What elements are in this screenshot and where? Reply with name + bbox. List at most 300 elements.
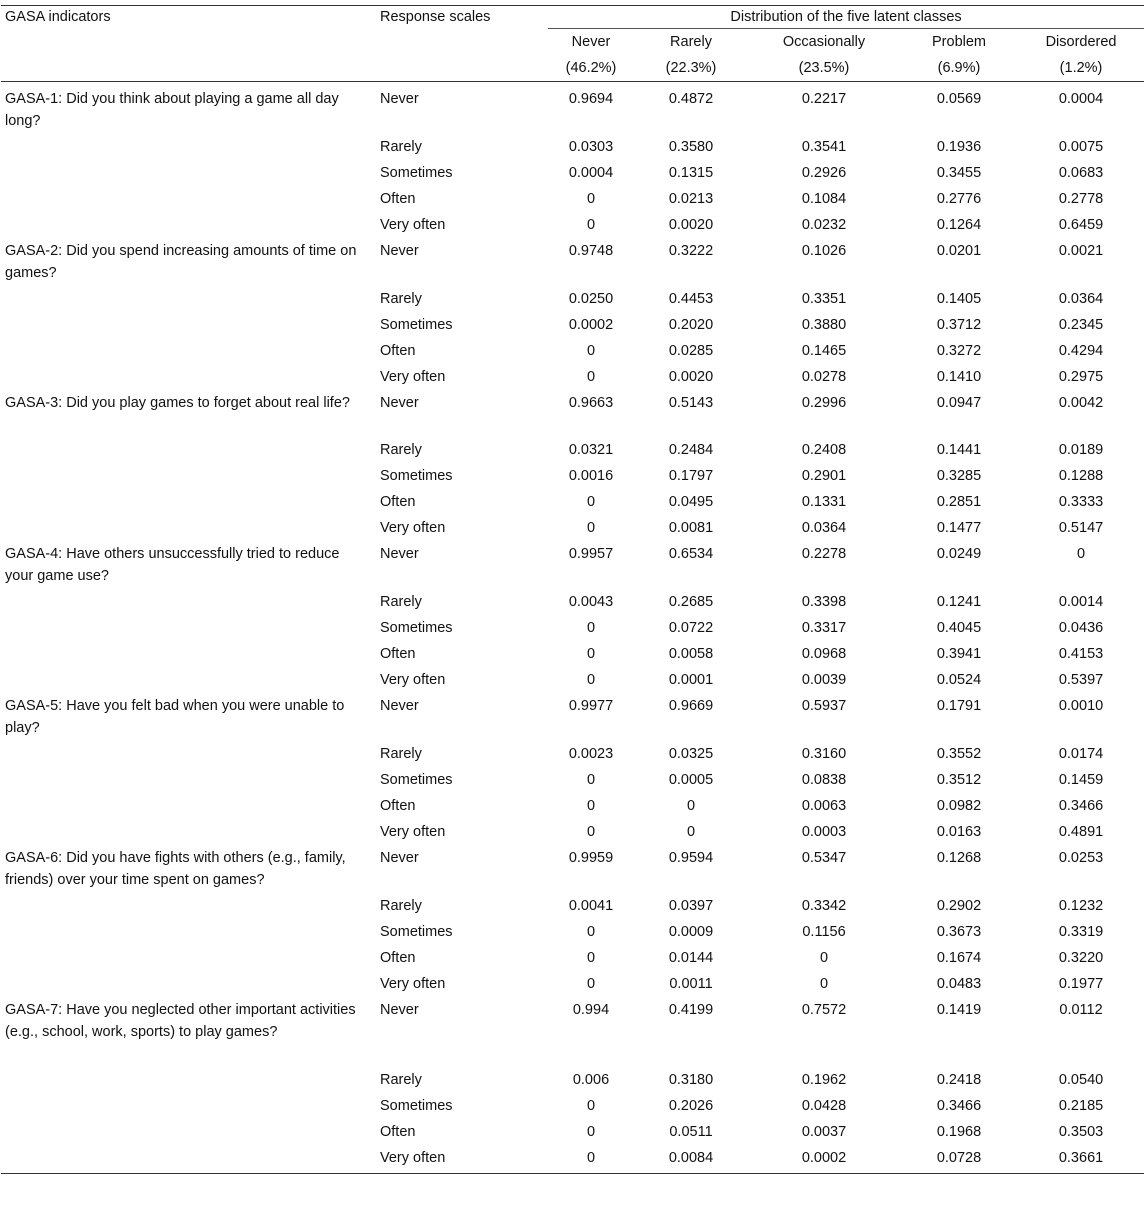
response-scale: Rarely [380, 746, 422, 762]
table-row [1, 817, 1144, 843]
probability-value: 0.2901 [801, 468, 847, 484]
probability-value: 0.0002 [748, 1143, 900, 1174]
probability-value: 0 [586, 620, 596, 636]
probability-value: 0.0428 [801, 1098, 847, 1114]
probability-value: 0.3398 [801, 594, 847, 610]
table-row [1, 513, 1144, 539]
probability-value: 0.0001 [668, 672, 714, 688]
probability-value: 0.1410 [936, 369, 982, 385]
probability-value: 0.0163 [936, 824, 982, 840]
probability-value: 0.0540 [1058, 1072, 1104, 1088]
probability-value: 0.0321 [568, 442, 614, 458]
probability-value: 0.2217 [801, 91, 847, 107]
probability-value: 0.1791 [936, 698, 982, 714]
probability-value: 0.2185 [1058, 1098, 1104, 1114]
table-row [1, 236, 1144, 284]
probability-value: 0.4153 [1058, 646, 1104, 662]
table-row [1, 82, 1144, 133]
indicator-empty-cell [1, 284, 376, 310]
probability-value: 0.3941 [936, 646, 982, 662]
probability-value: 0.0838 [801, 772, 847, 788]
probability-value: 0.3220 [1058, 950, 1104, 966]
probability-value: 0.0722 [668, 620, 714, 636]
header-response-scales: Response scales [376, 6, 548, 82]
probability-value: 0.5143 [668, 395, 714, 411]
probability-value: 0 [819, 950, 829, 966]
indicator-empty-cell [1, 969, 376, 995]
probability-value: 0.0014 [1058, 594, 1104, 610]
probability-value: 0.0009 [668, 924, 714, 940]
probability-value: 0.9748 [568, 243, 614, 259]
indicator-empty-cell [1, 184, 376, 210]
probability-value: 0.1968 [936, 1124, 982, 1140]
table-row [1, 791, 1144, 817]
probability-value: 0 [586, 369, 596, 385]
probability-value: 0.3222 [668, 243, 714, 259]
indicator-empty-cell [1, 817, 376, 843]
table-row [1, 388, 1144, 435]
table-row [1, 1065, 1144, 1091]
table-row [1, 843, 1144, 891]
probability-value: 0.2418 [936, 1072, 982, 1088]
probability-value: 0.0081 [668, 520, 714, 536]
probability-value: 0.3512 [936, 772, 982, 788]
class-name: Occasionally [782, 34, 866, 50]
probability-value: 0.1315 [668, 165, 714, 181]
indicator-empty-cell [1, 435, 376, 461]
probability-value: 0.9594 [668, 850, 714, 866]
probability-value: 0.7572 [801, 1002, 847, 1018]
probability-value: 0.0003 [801, 824, 847, 840]
response-scale: Often [380, 343, 416, 359]
probability-value: 0.1962 [801, 1072, 847, 1088]
probability-value: 0.0042 [1058, 395, 1104, 411]
probability-value: 0 [586, 976, 596, 992]
probability-value: 0.1797 [668, 468, 714, 484]
probability-value: 0.2778 [1058, 191, 1104, 207]
table-row [1, 362, 1144, 388]
indicator-empty-cell [1, 943, 376, 969]
probability-value: 0.0250 [568, 291, 614, 307]
probability-value: 0.0174 [1058, 746, 1104, 762]
probability-value: 0 [586, 824, 596, 840]
latent-class-table [1, 5, 1144, 1174]
probability-value: 0.0144 [668, 950, 714, 966]
probability-value: 0.1026 [801, 243, 847, 259]
probability-value: 0.2484 [668, 442, 714, 458]
indicator-empty-cell [1, 613, 376, 639]
probability-value: 0.0436 [1058, 620, 1104, 636]
probability-value: 0.1264 [936, 217, 982, 233]
probability-value: 0.4294 [1058, 343, 1104, 359]
table-row [1, 487, 1144, 513]
probability-value: 0.0201 [936, 243, 982, 259]
table-row [1, 891, 1144, 917]
probability-value: 0.3351 [801, 291, 847, 307]
probability-value: 0.2278 [801, 546, 847, 562]
probability-value: 0.0249 [936, 546, 982, 562]
probability-value: 0 [586, 494, 596, 510]
probability-value: 0.1977 [1058, 976, 1104, 992]
probability-value: 0.2926 [801, 165, 847, 181]
response-scale: Never [380, 91, 419, 107]
probability-value: 0.0011 [669, 976, 713, 992]
table-row [1, 158, 1144, 184]
response-scale: Very often [380, 824, 446, 840]
class-percentage: (6.9%) [937, 60, 981, 76]
class-percentage: (23.5%) [798, 60, 850, 76]
table-row [1, 691, 1144, 739]
table-row [1, 917, 1144, 943]
response-scale: Rarely [380, 139, 422, 155]
indicator-empty-cell [1, 739, 376, 765]
indicator-empty-cell [1, 310, 376, 336]
indicator-empty-cell [1, 362, 376, 388]
probability-value: 0.9663 [568, 395, 614, 411]
probability-value: 0.006 [572, 1072, 610, 1088]
probability-value: 0.9977 [568, 698, 614, 714]
class-header-problem [900, 29, 1018, 82]
table-row [1, 943, 1144, 969]
probability-value: 0.0982 [936, 798, 982, 814]
response-scale: Very often [380, 976, 446, 992]
response-scale: Never [380, 546, 419, 562]
probability-value: 0.0112 [1059, 1002, 1103, 1018]
probability-value: 0 [586, 343, 596, 359]
probability-value: 0.3503 [1058, 1124, 1104, 1140]
probability-value: 0.1232 [1058, 898, 1104, 914]
indicator-empty-cell [1, 513, 376, 539]
probability-value: 0 [686, 824, 696, 840]
probability-value: 0.0023 [568, 746, 614, 762]
probability-value: 0 [586, 950, 596, 966]
response-scale: Never [380, 1002, 419, 1018]
probability-value: 0.3541 [801, 139, 847, 155]
probability-value: 0.1674 [936, 950, 982, 966]
probability-value: 0.0039 [801, 672, 847, 688]
class-name: Never [571, 34, 611, 50]
probability-value: 0.3712 [936, 317, 982, 333]
table-row [1, 310, 1144, 336]
probability-value: 0.2408 [801, 442, 847, 458]
table-row [1, 284, 1144, 310]
probability-value: 0.2851 [936, 494, 982, 510]
probability-value: 0.0004 [1058, 91, 1104, 107]
indicator-label: GASA-4: Have others unsuccessfully tried to reduce your game use? [5, 546, 340, 584]
response-scale: Sometimes [380, 772, 453, 788]
probability-value: 0.1268 [936, 850, 982, 866]
table-row [1, 639, 1144, 665]
probability-value: 0.1936 [936, 139, 982, 155]
response-scale: Often [380, 646, 416, 662]
probability-value: 0.2020 [668, 317, 714, 333]
indicator-empty-cell [1, 891, 376, 917]
response-scale: Very often [380, 217, 446, 233]
probability-value: 0.1331 [801, 494, 847, 510]
header-distribution: Distribution of the five latent classes [548, 6, 1144, 29]
probability-value: 0.1419 [936, 1002, 982, 1018]
table-header [1, 6, 1144, 82]
probability-value: 0.994 [572, 1002, 610, 1018]
probability-value: 0.3342 [801, 898, 847, 914]
indicator-empty-cell [1, 639, 376, 665]
probability-value: 0.3552 [936, 746, 982, 762]
indicator-empty-cell [1, 1065, 376, 1091]
indicator-empty-cell [1, 917, 376, 943]
probability-value: 0 [586, 217, 596, 233]
class-name: Rarely [670, 34, 712, 50]
response-scale: Sometimes [380, 620, 453, 636]
response-scale: Sometimes [380, 924, 453, 940]
probability-value: 0.0364 [801, 520, 847, 536]
probability-value: 0.5347 [801, 850, 847, 866]
probability-value: 0.3673 [936, 924, 982, 940]
probability-value: 0.0397 [668, 898, 714, 914]
probability-value: 0 [586, 798, 596, 814]
response-scale: Very often [380, 369, 446, 385]
probability-value: 0.0303 [568, 139, 614, 155]
table-row [1, 765, 1144, 791]
table-row [1, 132, 1144, 158]
probability-value: 0.0004 [568, 165, 614, 181]
probability-value: 0.0947 [936, 395, 982, 411]
probability-value: 0.0037 [801, 1124, 847, 1140]
probability-value: 0.3180 [668, 1072, 714, 1088]
probability-value: 0.5937 [801, 698, 847, 714]
probability-value: 0.4453 [668, 291, 714, 307]
probability-value: 0.0511 [669, 1124, 713, 1140]
class-percentage: (1.2%) [1059, 60, 1103, 76]
class-header-disordered [1018, 29, 1144, 82]
probability-value: 0.0020 [668, 369, 714, 385]
probability-value: 0.0075 [1058, 139, 1104, 155]
probability-value: 0.0213 [668, 191, 714, 207]
probability-value: 0.3880 [801, 317, 847, 333]
probability-value: 0 [586, 1124, 596, 1140]
probability-value: 0.1441 [936, 442, 982, 458]
class-header-rarely [634, 29, 748, 82]
table-row [1, 995, 1144, 1065]
probability-value: 0.0189 [1058, 442, 1104, 458]
probability-value: 0.4891 [1058, 824, 1104, 840]
probability-value: 0.1477 [936, 520, 982, 536]
indicator-label: GASA-7: Have you neglected other important activities (e.g., school, work, sports) to play games? [5, 1002, 356, 1040]
probability-value: 0.1405 [936, 291, 982, 307]
probability-value: 0.9669 [668, 698, 714, 714]
probability-value: 0.0325 [668, 746, 714, 762]
probability-value: 0.0063 [801, 798, 847, 814]
probability-value: 0.2345 [1058, 317, 1104, 333]
probability-value: 0 [586, 191, 596, 207]
probability-value: 0.0364 [1058, 291, 1104, 307]
table-row [1, 184, 1144, 210]
header-indicators: GASA indicators [1, 6, 376, 82]
probability-value: 0.2902 [936, 898, 982, 914]
probability-value: 0.3466 [936, 1098, 982, 1114]
table-row [1, 461, 1144, 487]
probability-value: 0.1156 [802, 924, 846, 940]
indicator-empty-cell [1, 210, 376, 236]
probability-value: 0 [586, 646, 596, 662]
response-scale: Often [380, 494, 416, 510]
indicator-empty-cell [1, 336, 376, 362]
probability-value: 0.3580 [668, 139, 714, 155]
indicator-empty-cell [1, 1117, 376, 1143]
probability-value: 0.5397 [1058, 672, 1104, 688]
response-scale: Never [380, 850, 419, 866]
indicator-empty-cell [1, 461, 376, 487]
indicator-label: GASA-1: Did you think about playing a game all day long? [5, 91, 339, 129]
probability-value: 0.4045 [936, 620, 982, 636]
response-scale: Sometimes [380, 468, 453, 484]
indicator-label: GASA-6: Did you have fights with others (e.g., family, friends) over your time spent on games? [5, 850, 346, 888]
probability-value: 0.0043 [568, 594, 614, 610]
probability-value: 0.0285 [668, 343, 714, 359]
class-percentage: (46.2%) [565, 60, 617, 76]
indicator-empty-cell [1, 1091, 376, 1117]
probability-value: 0 [586, 924, 596, 940]
probability-value: 0.9694 [568, 91, 614, 107]
indicator-empty-cell [1, 587, 376, 613]
probability-value: 0 [586, 520, 596, 536]
class-percentage: (22.3%) [665, 60, 717, 76]
probability-value: 0 [586, 672, 596, 688]
probability-value: 0.6534 [668, 546, 714, 562]
class-name: Problem [932, 34, 986, 50]
indicator-empty-cell [1, 791, 376, 817]
table-row [1, 969, 1144, 995]
table-row [1, 1091, 1144, 1117]
probability-value: 0.9957 [568, 546, 614, 562]
class-header-occasionally [748, 29, 900, 82]
probability-value: 0.0021 [1058, 243, 1104, 259]
probability-value: 0.1288 [1058, 468, 1104, 484]
response-scale: Rarely [380, 442, 422, 458]
probability-value: 0.3160 [801, 746, 847, 762]
probability-value: 0.2026 [668, 1098, 714, 1114]
table-row [1, 336, 1144, 362]
response-scale: Often [380, 798, 416, 814]
table-row [1, 435, 1144, 461]
probability-value: 0.3285 [936, 468, 982, 484]
indicator-label: GASA-3: Did you play games to forget about real life? [5, 395, 350, 411]
table-row [1, 665, 1144, 691]
table-row [1, 613, 1144, 639]
probability-value: 0.0016 [568, 468, 614, 484]
probability-value: 0.1459 [1058, 772, 1104, 788]
probability-value: 0.0005 [668, 772, 714, 788]
response-scale: Very often [380, 672, 446, 688]
probability-value: 0.0524 [936, 672, 982, 688]
probability-value: 0 [1076, 546, 1086, 562]
probability-value: 0.3661 [1018, 1143, 1144, 1174]
probability-value: 0 [586, 1098, 596, 1114]
probability-value: 0.0084 [634, 1143, 748, 1174]
table-row [1, 587, 1144, 613]
probability-value: 0.0968 [801, 646, 847, 662]
indicator-empty-cell [1, 665, 376, 691]
probability-value: 0.9959 [568, 850, 614, 866]
table-row [1, 1143, 1144, 1174]
probability-value: 0.1465 [801, 343, 847, 359]
response-scale: Never [380, 698, 419, 714]
response-scale: Rarely [380, 898, 422, 914]
probability-value: 0.1241 [936, 594, 982, 610]
probability-value: 0.0002 [568, 317, 614, 333]
response-scale: Sometimes [380, 317, 453, 333]
probability-value: 0.3455 [936, 165, 982, 181]
probability-value: 0.4199 [668, 1002, 714, 1018]
probability-value: 0.0020 [668, 217, 714, 233]
response-scale: Never [380, 395, 419, 411]
response-scale: Very often [376, 1143, 548, 1174]
probability-value: 0.3333 [1058, 494, 1104, 510]
probability-value: 0.2776 [936, 191, 982, 207]
indicator-empty-cell [1, 132, 376, 158]
class-header-never [548, 29, 634, 82]
probability-value: 0.2685 [668, 594, 714, 610]
indicator-empty-cell [1, 765, 376, 791]
probability-value: 0.0728 [900, 1143, 1018, 1174]
probability-value: 0 [586, 772, 596, 788]
response-scale: Often [380, 191, 416, 207]
indicator-empty-cell [1, 158, 376, 184]
probability-value: 0.0232 [801, 217, 847, 233]
probability-value: 0.0483 [936, 976, 982, 992]
probability-value: 0.2996 [801, 395, 847, 411]
probability-value: 0.3272 [936, 343, 982, 359]
probability-value: 0.0041 [568, 898, 614, 914]
probability-value: 0 [686, 798, 696, 814]
response-scale: Rarely [380, 1072, 422, 1088]
response-scale: Often [380, 1124, 416, 1140]
class-name: Disordered [1045, 34, 1117, 50]
table-row [1, 739, 1144, 765]
response-scale: Rarely [380, 291, 422, 307]
probability-value: 0.0058 [668, 646, 714, 662]
table-row [1, 539, 1144, 587]
response-scale: Sometimes [380, 165, 453, 181]
table-row [1, 1117, 1144, 1143]
probability-value: 0.0569 [936, 91, 982, 107]
probability-value: 0.3466 [1058, 798, 1104, 814]
probability-value: 0.0495 [668, 494, 714, 510]
table-body [1, 82, 1144, 1174]
probability-value: 0.0010 [1058, 698, 1104, 714]
response-scale: Often [380, 950, 416, 966]
probability-value: 0.2975 [1058, 369, 1104, 385]
probability-value: 0.4872 [668, 91, 714, 107]
probability-value: 0.3317 [801, 620, 847, 636]
probability-value: 0.0278 [801, 369, 847, 385]
indicator-empty-cell [1, 487, 376, 513]
probability-value: 0.3319 [1058, 924, 1104, 940]
probability-value: 0.1084 [801, 191, 847, 207]
probability-value: 0 [548, 1143, 634, 1174]
response-scale: Never [380, 243, 419, 259]
probability-value: 0 [819, 976, 829, 992]
probability-value: 0.5147 [1058, 520, 1104, 536]
response-scale: Very often [380, 520, 446, 536]
indicator-label: GASA-2: Did you spend increasing amounts of time on games? [5, 243, 357, 281]
indicator-label: GASA-5: Have you felt bad when you were unable to play? [5, 698, 345, 736]
response-scale: Sometimes [380, 1098, 453, 1114]
probability-value: 0.0253 [1058, 850, 1104, 866]
probability-value: 0.6459 [1058, 217, 1104, 233]
table-row [1, 210, 1144, 236]
indicator-empty-cell [1, 1143, 376, 1174]
response-scale: Rarely [380, 594, 422, 610]
